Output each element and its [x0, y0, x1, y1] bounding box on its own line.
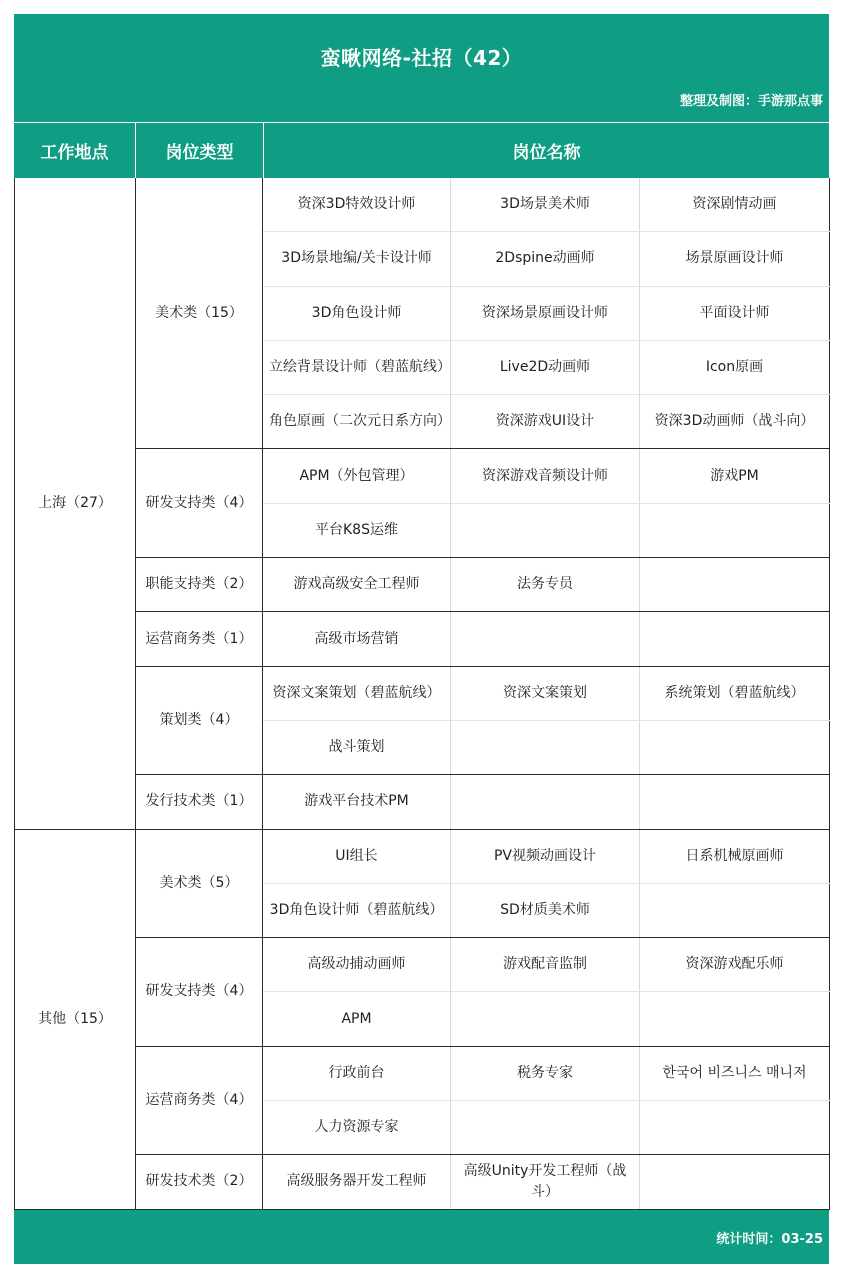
table-row [15, 829, 830, 883]
job-type-cell: 研发支持类（4） [136, 449, 263, 558]
job-name-cell: 系统策划（碧蓝航线） [640, 666, 830, 720]
table-row [15, 449, 830, 503]
job-type-cell: 美术类（5） [136, 829, 263, 938]
job-name-cell [451, 775, 640, 829]
job-name-cell: 3D角色设计师 [263, 286, 451, 340]
job-type-cell: 发行技术类（1） [136, 775, 263, 829]
job-name-cell: 高级服务器开发工程师 [263, 1155, 451, 1209]
job-name-cell [640, 612, 830, 666]
job-name-cell [640, 883, 830, 937]
job-name-cell [640, 992, 830, 1046]
job-name-cell [451, 720, 640, 774]
job-type-cell: 美术类（15） [136, 178, 263, 449]
job-type-cell: 职能支持类（2） [136, 558, 263, 612]
table-row [15, 558, 830, 612]
page-title: 蛮啾网络-社招（42） [320, 46, 523, 70]
table-row [15, 1155, 830, 1209]
job-name-cell: Icon原画 [640, 340, 830, 394]
job-name-cell: 人力资源专家 [263, 1101, 451, 1155]
column-header-type: 岗位类型 [136, 123, 264, 178]
job-name-cell: 税务专家 [451, 1046, 640, 1100]
job-name-cell: 游戏高级安全工程师 [263, 558, 451, 612]
header-banner [14, 14, 829, 122]
job-name-cell: 资深文案策划（碧蓝航线） [263, 666, 451, 720]
job-name-cell: 资深3D动画师（战斗向） [640, 395, 830, 449]
job-name-cell: 战斗策划 [263, 720, 451, 774]
job-name-cell: 资深游戏配乐师 [640, 938, 830, 992]
job-name-cell: 资深文案策划 [451, 666, 640, 720]
footer-banner [14, 1210, 829, 1264]
job-name-cell: 3D场景美术师 [451, 178, 640, 232]
column-header-location: 工作地点 [14, 123, 136, 178]
job-name-cell: 资深3D特效设计师 [263, 178, 451, 232]
location-cell: 其他（15） [15, 829, 136, 1209]
job-name-cell [640, 1101, 830, 1155]
job-name-cell: 3D场景地编/关卡设计师 [263, 232, 451, 286]
job-name-cell: 3D角色设计师（碧蓝航线） [263, 883, 451, 937]
job-type-cell: 策划类（4） [136, 666, 263, 775]
job-name-cell: UI组长 [263, 829, 451, 883]
job-name-cell: PV视频动画设计 [451, 829, 640, 883]
table-row [15, 178, 830, 232]
job-type-cell: 研发技术类（2） [136, 1155, 263, 1209]
table-row [15, 666, 830, 720]
job-name-cell: 角色原画（二次元日系方向） [263, 395, 451, 449]
job-name-cell: 立绘背景设计师（碧蓝航线） [263, 340, 451, 394]
job-name-cell: 한국어 비즈니스 매니저 [640, 1046, 830, 1100]
table-row [15, 612, 830, 666]
job-name-cell: 2Dspine动画师 [451, 232, 640, 286]
job-name-cell: 高级市场营销 [263, 612, 451, 666]
job-name-cell [451, 503, 640, 557]
job-name-cell: APM（外包管理） [263, 449, 451, 503]
job-name-cell [451, 612, 640, 666]
job-name-cell: SD材质美术师 [451, 883, 640, 937]
job-name-cell: 行政前台 [263, 1046, 451, 1100]
job-name-cell: APM [263, 992, 451, 1046]
job-name-cell: 游戏PM [640, 449, 830, 503]
stat-time: 统计时间：03-25 [716, 1231, 823, 1247]
job-name-cell: 资深剧情动画 [640, 178, 830, 232]
jobs-table [14, 178, 830, 1210]
job-name-cell [640, 775, 830, 829]
job-name-cell: 法务专员 [451, 558, 640, 612]
column-header-name: 岗位名称 [512, 143, 581, 163]
location-cell: 上海（27） [15, 178, 136, 829]
job-type-cell: 研发支持类（4） [136, 938, 263, 1047]
job-name-cell: 高级Unity开发工程师（战斗） [451, 1155, 640, 1209]
job-name-cell: 资深游戏UI设计 [451, 395, 640, 449]
job-name-cell: 场景原画设计师 [640, 232, 830, 286]
job-name-cell: 资深场景原画设计师 [451, 286, 640, 340]
table-row [15, 1046, 830, 1100]
job-name-cell: 资深游戏音频设计师 [451, 449, 640, 503]
job-name-cell [640, 720, 830, 774]
job-name-cell: 高级动捕动画师 [263, 938, 451, 992]
table-row [15, 938, 830, 992]
job-name-cell [640, 503, 830, 557]
job-name-cell: 游戏平台技术PM [263, 775, 451, 829]
credit-line: 整理及制图：手游那点事 [679, 94, 823, 109]
job-name-cell [640, 1155, 830, 1209]
job-type-cell: 运营商务类（4） [136, 1046, 263, 1155]
job-name-cell [640, 558, 830, 612]
job-name-cell: 游戏配音监制 [451, 938, 640, 992]
job-name-cell: 日系机械原画师 [640, 829, 830, 883]
job-name-cell [451, 1101, 640, 1155]
job-name-cell: Live2D动画师 [451, 340, 640, 394]
job-name-cell: 平台K8S运维 [263, 503, 451, 557]
job-name-cell [451, 992, 640, 1046]
column-header-row [14, 122, 829, 178]
table-row [15, 775, 830, 829]
job-type-cell: 运营商务类（1） [136, 612, 263, 666]
recruitment-sheet [14, 14, 829, 1264]
job-name-cell: 平面设计师 [640, 286, 830, 340]
